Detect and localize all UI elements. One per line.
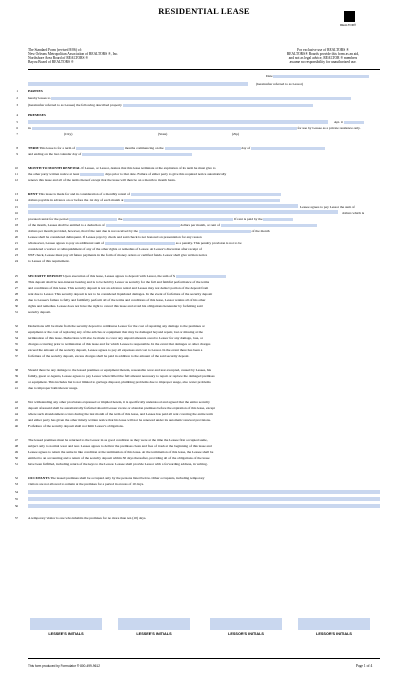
- line-number: 5: [16, 120, 18, 124]
- line-number: 40: [14, 380, 18, 384]
- initials-field[interactable]: [298, 618, 370, 630]
- line-number: 4: [16, 113, 18, 117]
- deductions-text: charges occurring prior to termination of this lease and for which Lessee is responsible. In the event that damages or other charges: [28, 342, 211, 346]
- lessor-label: (hereinafter referred to as Lessor): [256, 82, 304, 86]
- line-number: 11: [14, 172, 18, 176]
- return-text: have been fulfilled, including return of the keys to the Lessor. Lessee shall provide Lessor with a forwarding address, in writing.: [28, 462, 208, 466]
- line-number: 3: [16, 103, 18, 107]
- initials-label: LESSEE'S INITIALS: [48, 632, 84, 636]
- initials-label: LESSOR'S INITIALS: [228, 632, 264, 636]
- initials-field[interactable]: [30, 618, 102, 630]
- damage-text: Should there be any damage to the leased premises or equipment therein, reasonable wear and tear excepted, caused by Lessee, his: [28, 368, 211, 372]
- header-right-line: For exclusive use of REALTORS ®: [297, 48, 349, 52]
- rent-line6: [28, 229, 378, 233]
- rent-text: This lease is made for and in consideration of a monthly rental of: [38, 192, 130, 196]
- line-number: 16: [14, 211, 18, 215]
- lessor-initials-1: [210, 618, 282, 640]
- line-number: 21: [14, 241, 18, 245]
- rent-text: whatsoever, Lessee agrees to pay an additional sum of: [28, 241, 104, 245]
- rent-text: dollars which is: [342, 211, 365, 215]
- line-number: 28: [14, 292, 18, 296]
- term-text: months commencing on the: [124, 146, 164, 150]
- early-pay-day-field[interactable]: [263, 218, 293, 221]
- term-heading: TERM: [28, 146, 39, 150]
- line-number: 48: [14, 444, 18, 448]
- lessor-name-field[interactable]: [28, 82, 248, 86]
- line-number: 51: [14, 462, 18, 466]
- realtor-logo-icon: [344, 11, 355, 22]
- security-text: rights and remedies. Lessee does not have the right to cancel this lease and avoid his obligations hereunder by forfeiting said: [28, 304, 203, 308]
- deductions-text: termination of this lease. Deductions will also be made to cover any unpaid amounts owed to Lessor for any damage, loss, or: [28, 336, 203, 340]
- divider: [28, 69, 380, 70]
- line-number: 36: [14, 348, 18, 352]
- header-left-line: Northshore Area Board of REALTORS ®: [28, 56, 89, 60]
- rent-line2: [28, 198, 378, 202]
- initials-label: LESSOR'S INITIALS: [316, 632, 352, 636]
- in-label: in: [28, 126, 31, 130]
- prorated-sum-field[interactable]: [28, 210, 338, 214]
- mtm-text: the other party written notice at least: [28, 172, 80, 176]
- header-right-line: assume no responsibility for unauthorized use.: [289, 60, 357, 64]
- occupants-heading: OCCUPANTS: [28, 476, 50, 480]
- premises-city-row: [28, 126, 378, 130]
- parties-text: (hereinafter referred to as Lessee) the following described property: [28, 103, 122, 107]
- rent-place-field[interactable]: [124, 199, 280, 202]
- mtm-heading: MONTH TO MONTH RENEWAL: [28, 166, 81, 170]
- line-number: 43: [14, 406, 18, 410]
- header-right-line: and not as legal advice, REALTOR ® members: [288, 56, 358, 60]
- occupant-field[interactable]: [28, 490, 380, 494]
- line-number: 15: [14, 205, 18, 209]
- apt-field[interactable]: [344, 121, 364, 124]
- line-number: 8: [16, 146, 18, 150]
- line-number: 14: [14, 198, 18, 202]
- header-right-line: REALTORS® Boards provide this form as an aid,: [286, 52, 360, 56]
- rent-text: If rent is paid by the: [234, 217, 263, 221]
- header-left-line: Bayou Board of REALTORS ®: [28, 60, 74, 64]
- line-number: 54: [14, 490, 18, 494]
- security-text: rent due to Lessor. This security deposit is not to be considered liquidated damages. In the event of forfeiture of the security deposit: [28, 292, 213, 296]
- line-number: 44: [14, 412, 18, 416]
- security-text: and conditions of this lease. This security deposit is not an advance rental and Lessee may not deduct portion of the deposit from: [28, 286, 209, 290]
- rent-line5: [28, 223, 378, 227]
- lessee-initials-1: [30, 618, 102, 640]
- mtm-line2: [28, 172, 378, 176]
- term-line1: [28, 146, 378, 150]
- security-text: security deposit.: [28, 310, 51, 314]
- apt-row: [334, 120, 384, 124]
- rent-text: Lessee agrees to pay Lessor the sum of: [300, 205, 355, 209]
- rent-line11: to Lessee of this requirement.: [28, 259, 70, 263]
- parties-line2: [28, 103, 378, 107]
- property-field[interactable]: [123, 104, 313, 107]
- damage-text: or equipment. This includes but is not limited to garbage disposal, plumbing problems due to improper usage, also water problems: [28, 380, 211, 384]
- visitor-note: A temporary visitor is one who inhabits the premises for no more than ten (10) days.: [28, 516, 147, 520]
- discounted-rent-field[interactable]: [221, 224, 317, 227]
- line-number: 42: [14, 400, 18, 404]
- rent-text: prorated rental for the period: [28, 217, 69, 221]
- occupants-text: visitors are not allowed to remain at the premises for a period in excess of 10 days.: [28, 482, 144, 486]
- line-number: 27: [14, 286, 18, 290]
- monthly-rent-field[interactable]: [131, 193, 281, 196]
- deduction-field[interactable]: [106, 224, 180, 227]
- deductions-text: Deductions will be made from the security deposit to reimburse Lessor for the cost of repairing any damage to the premises or: [28, 324, 205, 328]
- rent-text: dollars per month, or rent of: [180, 223, 220, 227]
- premises-address-field[interactable]: [28, 120, 328, 124]
- line-number: 55: [14, 497, 18, 501]
- rent-line8: [28, 241, 378, 245]
- term-end-field[interactable]: [82, 153, 192, 156]
- page-number: Page 1 of 4: [356, 664, 373, 668]
- state-caption: (State): [158, 132, 168, 136]
- header-left-line: The Standard Form (revised 8/06) of:: [28, 48, 82, 52]
- premises-heading-row: [28, 113, 378, 117]
- line-number: 57: [14, 516, 18, 520]
- footer-divider: [28, 658, 380, 659]
- line-number: 9: [16, 152, 18, 156]
- term-start-field[interactable]: [165, 147, 241, 150]
- return-text: subject only to normal wear and tear. Lessee agrees to deliver the premises clean and free of trash at the beginning of this lease and: [28, 444, 212, 448]
- line-number: 20: [14, 235, 18, 239]
- forfeiture-text: Not withstanding any other provisions expressed or implied herein, it is specifically understood and agreed that the entire security: [28, 400, 210, 404]
- term-text: day of: [241, 146, 251, 150]
- line-number: 2: [16, 96, 18, 100]
- line-number: 34: [14, 336, 18, 340]
- rent-text: dollars per month provided, however, that if the rent due is not received by the: [28, 229, 138, 233]
- line-number: 39: [14, 374, 18, 378]
- apt-label: Apt. #: [334, 120, 343, 124]
- security-text: This deposit shall be non-interest bearing and is to be held by Lessor as security for the full and faithful performance of the terms: [28, 280, 210, 284]
- line-number: 29: [14, 298, 18, 302]
- line-number: 23: [14, 253, 18, 257]
- rent-place-continued-field[interactable]: [28, 204, 298, 208]
- line-number: 33: [14, 330, 18, 334]
- rent-line1: [28, 192, 378, 196]
- term-text: and ending on the last calendar day of: [28, 152, 82, 156]
- initials-field[interactable]: [210, 618, 282, 630]
- logo-caption: REALTOR®: [340, 23, 357, 27]
- line-number: 50: [14, 456, 18, 460]
- initials-field[interactable]: [118, 618, 190, 630]
- parties-heading: PARTIES: [28, 89, 43, 93]
- rent-text: dollars payable in advance on or before the 1st day of each month at: [28, 198, 124, 202]
- date-label: Date: [266, 74, 273, 78]
- damage-text: due to improper bath/shower usage.: [28, 386, 79, 390]
- header-left: [28, 48, 178, 64]
- line-number: 56: [14, 504, 18, 508]
- line-number: 37: [14, 354, 18, 358]
- parties-line1: [28, 96, 378, 100]
- lessee-name-field[interactable]: [51, 97, 351, 100]
- parties-text: hereby leases to: [28, 96, 51, 100]
- rent-line7: Lessee shall be considered delinquent. If Lessee pays by check and said check is not honored on presentation for any reason: [28, 235, 202, 239]
- line-number: 25: [14, 274, 18, 278]
- rent-heading: RENT: [28, 192, 38, 196]
- rent-line4: [28, 217, 378, 221]
- term-text: This lease is for a term of: [39, 146, 76, 150]
- occupant-field[interactable]: [28, 504, 380, 508]
- rent-text: as a penalty. This penalty provision is not to be: [175, 241, 242, 245]
- premises-heading: PREMISES: [28, 113, 46, 117]
- line-number: 47: [14, 438, 18, 442]
- mtm-line1: [28, 166, 378, 170]
- line-number: 6: [16, 126, 18, 130]
- date-row: [266, 74, 386, 78]
- forfeiture-text: deposit aforesaid shall be automatically forfeited should Lessee vacate or abandon premises before the expiration of this lease, except: [28, 406, 216, 410]
- rent-line10: NSF check, Lessee must pay all future payments in the form of money orders or certified funds. Lessor shall give written notice: [28, 253, 208, 257]
- line-number: 52: [14, 476, 18, 480]
- occupants-line1: [28, 476, 378, 480]
- rent-text: of the month, Lessee shall be entitled to a deduction of: [28, 223, 105, 227]
- notice-days-field[interactable]: [80, 173, 104, 176]
- line-number: 38: [14, 368, 18, 372]
- date-field[interactable]: [273, 75, 369, 78]
- line-number: 30: [14, 304, 18, 308]
- line-number: 22: [14, 247, 18, 251]
- rent-line9: considered a waiver or relinquishment of any of the other rights or remedies of Lessor. At Lessor's discretion after receipt of: [28, 247, 202, 251]
- header-right: [258, 48, 388, 64]
- line-number: 46: [14, 424, 18, 428]
- header-left-line: New Orleans Metropolitan Association of REALTORS ®, Inc.: [28, 52, 119, 56]
- security-heading: SECURITY DEPOSIT: [28, 274, 63, 278]
- deductions-text: equipment or the cost of replacing any of the articles or equipment that may be damaged beyond repair, lost or missing at the: [28, 330, 203, 334]
- line-number: 35: [14, 342, 18, 346]
- term-line2: [28, 152, 378, 156]
- line-number: 32: [14, 324, 18, 328]
- occupants-text: The leased premises shall be occupied only by the persons listed below. Other occupants, including temporary: [50, 476, 205, 480]
- parties-heading-row: [28, 89, 378, 93]
- lessor-initials-2: [298, 618, 370, 640]
- rent-text: the: [118, 217, 123, 221]
- line-number: 12: [14, 178, 18, 182]
- line-number: 19: [14, 229, 18, 233]
- footer-produced: This form produced by Formulator ® 800-499-9612: [28, 664, 100, 668]
- delinquent-day-field[interactable]: [139, 230, 251, 233]
- initials-label: LESSEE'S INITIALS: [136, 632, 172, 636]
- nsf-penalty-field[interactable]: [105, 242, 175, 245]
- city-caption: (City): [64, 132, 73, 136]
- line-number: 31: [14, 310, 18, 314]
- forfeiture-text: where such abandonment occurs during the last month of the term of this lease, and Lessee has paid all rent covering the entire term: [28, 412, 213, 416]
- security-text: Upon execution of this lease, Lessee agrees to deposit with Lessor, the sum of $: [63, 274, 175, 278]
- forfeiture-text: Forfeiture of the security deposit shall not limit Lessor's obligations.: [28, 424, 124, 428]
- mtm-line3: renews this lease and all of the terms thereof except that the lease will then be on a month to month basis.: [28, 178, 176, 182]
- line-number: 13: [14, 192, 18, 196]
- prorate-to-field[interactable]: [123, 218, 233, 221]
- premises-use-text: for use by Lessee as a private residence only.: [297, 126, 361, 130]
- return-text: entitled to an accounting and a return of the security deposit within 30 days thereafter, providing all of the obligations of the lease: [28, 456, 210, 460]
- security-text: due to Lessee's failure to fully and faithfully perform all of the terms and conditions of this lease, Lessor retains all of his other: [28, 298, 206, 302]
- return-text: The leased premises must be returned to the Lessor in as good condition as they were at the time the Lessee first occupied same,: [28, 438, 208, 442]
- return-text: Lessee agrees to return the same in like condition at the termination of this lease. At the termination of this lease, the Lessee shall be: [28, 450, 214, 454]
- line-number: 41: [14, 386, 18, 390]
- prorate-from-field[interactable]: [69, 218, 117, 221]
- line-number: 1: [16, 89, 18, 93]
- line-number: 24: [14, 259, 18, 263]
- occupant-field[interactable]: [28, 497, 380, 501]
- line-number: 17: [14, 217, 18, 221]
- line-number: 45: [14, 418, 18, 422]
- mtm-text: If Lessee, or Lessor, desires that this lease terminate at the expiration of its term he must give to: [81, 166, 216, 170]
- line-number: 26: [14, 280, 18, 284]
- forfeiture-text: and either party has given the other timely written notice that his lease will not be renewed under its automatic renewal provisions.: [28, 418, 211, 422]
- deductions-text: forfeiture of the security deposit, excess charges shall be paid in addition to the amount of the said security deposit.: [28, 354, 190, 358]
- security-amount-field[interactable]: [176, 275, 226, 278]
- term-month-field[interactable]: [251, 147, 325, 150]
- line-number: 10: [14, 166, 18, 170]
- line-number: 7: [16, 132, 18, 136]
- city-state-zip-field[interactable]: [32, 127, 297, 130]
- term-months-field[interactable]: [76, 147, 124, 150]
- zip-caption: (Zip): [232, 132, 240, 136]
- mtm-text: days prior to that date. Failure of either party to give this required notice automatically: [105, 172, 227, 176]
- damage-text: family, guest or Agents, Lessee agrees to pay Lessor when billed the full amount necessary to repair or replace the damaged premises: [28, 374, 215, 378]
- line-number: 53: [14, 482, 18, 486]
- rent-text: of the month: [251, 229, 270, 233]
- line-number: 18: [14, 223, 18, 227]
- lessee-initials-2: [118, 618, 190, 640]
- page-title: RESIDENTIAL LEASE: [158, 6, 250, 16]
- deductions-text: exceed the amount of the security deposit, Lessee agrees to pay all expenses and cost to Lessor. In the event there has been a: [28, 348, 203, 352]
- line-number: 49: [14, 450, 18, 454]
- security-line1: [28, 274, 378, 278]
